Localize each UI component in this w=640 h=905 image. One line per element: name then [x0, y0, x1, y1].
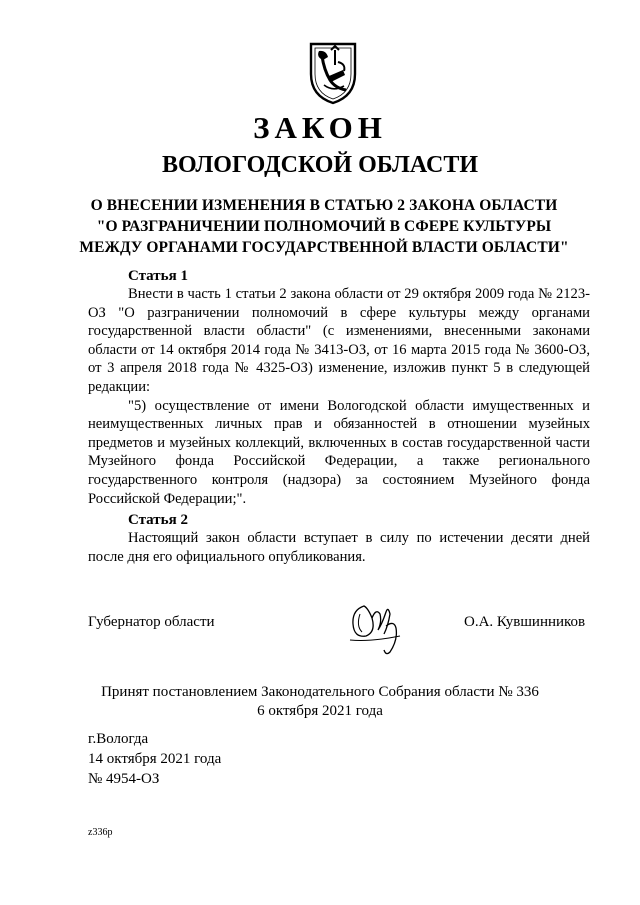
law-date: 14 октября 2021 года [88, 751, 222, 767]
article-2-paragraph-1: Настоящий закон области вступает в силу по истечении десяти дней после дня его официального опубликования. [88, 530, 590, 565]
article-1-body [88, 285, 590, 508]
subtitle-line: "О РАЗГРАНИЧЕНИИ ПОЛНОМОЧИЙ В СФЕРЕ КУЛЬТУРЫ [96, 218, 552, 235]
subtitle-line: МЕЖДУ ОРГАНАМИ ГОСУДАРСТВЕННОЙ ВЛАСТИ ОБЛАСТИ" [79, 239, 569, 256]
law-number: № 4954-ОЗ [88, 771, 160, 787]
governor-position: Губернатор области [88, 614, 215, 630]
article-1-heading: Статья 1 [128, 268, 188, 284]
article-2-body [88, 529, 590, 566]
article-1-paragraph-1: Внести в часть 1 статьи 2 закона области от 29 октября 2009 года № 2123-ОЗ "О разграничении полномочий в сфере культуры между органами государственной власти области" (с изменениями, внесенными законами области от 14 октября 2014 года № 3413-ОЗ, от 16 марта 2015 года № 3600-ОЗ, от 3 апреля 2018 года № 4325-ОЗ) изменение, изложив пункт 5 в следующей редакции: [88, 286, 590, 395]
adoption-note [0, 683, 640, 721]
vologda-coat-of-arms-icon [302, 40, 364, 106]
article-1-paragraph-2: "5) осуществление от имени Вологодской области имущественных и неимущественных личных прав и обязанностей в отношении музейных предметов и музейных коллекций, включенных в состав государственной части Музейного фонда Российской Федерации, а также регионального государственного контроля (надзора) за состоянием Музейного фонда Российской Федерации;". [88, 397, 590, 507]
governor-name: О.А. Кувшинников [464, 614, 586, 630]
subtitle-line: О ВНЕСЕНИИ ИЗМЕНЕНИЯ В СТАТЬЮ 2 ЗАКОНА ОБЛАСТИ [90, 197, 558, 214]
adoption-line: Принят постановлением Законодательного Собрания области № 336 [101, 684, 539, 700]
document-title: ЗАКОН [253, 110, 387, 145]
document-region-title: ВОЛОГОДСКОЙ ОБЛАСТИ [161, 152, 479, 178]
document-code: z336р [88, 827, 113, 838]
article-2-heading: Статья 2 [128, 512, 188, 528]
law-place-date-number [88, 729, 221, 789]
law-subtitle [60, 195, 588, 258]
law-city: г.Вологда [88, 731, 149, 747]
handwritten-signature [344, 596, 408, 658]
adoption-date: 6 октября 2021 года [257, 703, 383, 719]
